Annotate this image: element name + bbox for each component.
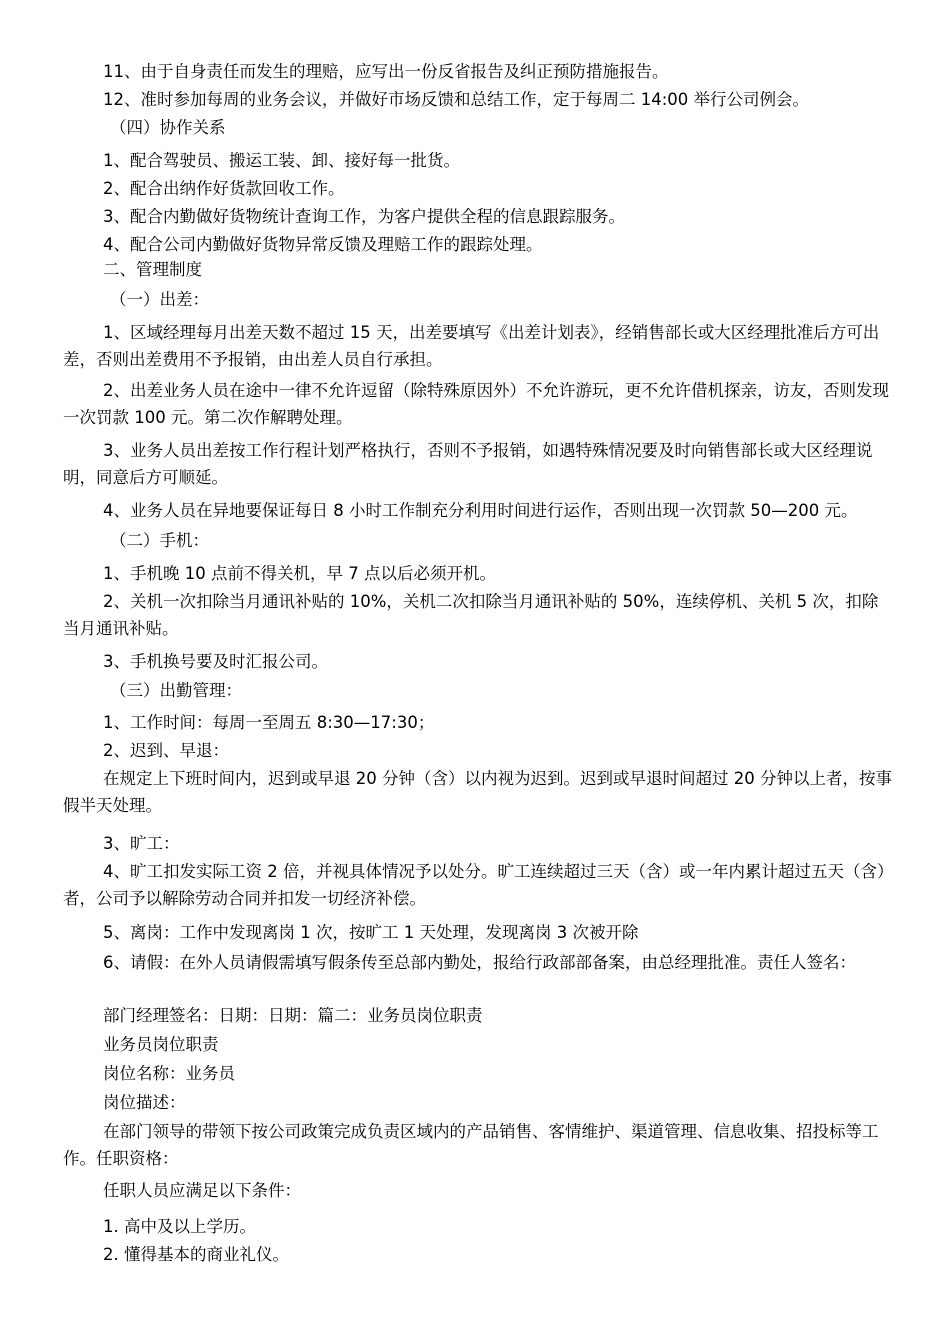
paragraph: 12、准时参加每周的业务会议，并做好市场反馈和总结工作，定于每周二 14:00 举行公司例会。 <box>103 90 810 109</box>
section-heading: 二、管理制度 <box>103 260 202 279</box>
paragraph: 岗位描述： <box>103 1093 186 1112</box>
paragraph: 3、配合内勤做好货物统计查询工作，为客户提供全程的信息跟踪服务。 <box>103 207 625 226</box>
list-item: 1. 高中及以上学历。 <box>103 1217 256 1236</box>
paragraph: 4、旷工扣发实际工资 2 倍，并视具体情况予以处分。旷工连续超过三天（含）或一年内累计超过五天（含）者，公司予以解除劳动合同并扣发一切经济补偿。 <box>63 862 886 908</box>
paragraph: 在部门领导的带领下按公司政策完成负责区域内的产品销售、客情维护、渠道管理、信息收集、招投标等工作。任职资格： <box>63 1122 879 1168</box>
list-item: 2. 懂得基本的商业礼仪。 <box>103 1245 289 1264</box>
paragraph: 4、配合公司内勤做好货物异常反馈及理赔工作的跟踪处理。 <box>103 235 543 254</box>
paragraph: 4、业务人员在异地要保证每日 8 小时工作制充分利用时间进行运作，否则出现一次罚款 50—200 元。 <box>103 501 858 520</box>
paragraph: 任职人员应满足以下条件： <box>103 1181 301 1200</box>
paragraph: 1、区域经理每月出差天数不超过 15 天，出差要填写《出差计划表》，经销售部长或大区经理批准后方可出差，否则出差费用不予报销，由出差人员自行承担。 <box>63 323 880 369</box>
paragraph: 11、由于自身责任而发生的理赔，应写出一份反省报告及纠正预防措施报告。 <box>103 62 669 81</box>
paragraph: 岗位名称：业务员 <box>103 1064 235 1083</box>
section-heading: （一）出差： <box>110 290 209 309</box>
section-heading: （四）协作关系 <box>110 118 226 137</box>
paragraph: 业务员岗位职责 <box>103 1035 219 1054</box>
paragraph: 1、配合驾驶员、搬运工装、卸、接好每一批货。 <box>103 151 460 170</box>
paragraph: 1、工作时间：每周一至周五 8:30—17:30； <box>103 713 435 732</box>
paragraph: 2、出差业务人员在途中一律不允许逗留（除特殊原因外）不允许游玩，更不允许借机探亲，访友，否则发现一次罚款 100 元。第二次作解聘处理。 <box>63 381 889 427</box>
paragraph: 3、旷工： <box>103 834 180 853</box>
paragraph: 2、配合出纳作好货款回收工作。 <box>103 179 345 198</box>
paragraph: 部门经理签名：日期：日期：篇二：业务员岗位职责 <box>103 1006 483 1025</box>
paragraph: 5、离岗：工作中发现离岗 1 次，按旷工 1 天处理，发现离岗 3 次被开除 <box>103 923 639 942</box>
paragraph: 3、手机换号要及时汇报公司。 <box>103 652 328 671</box>
paragraph: 6、请假：在外人员请假需填写假条传至总部内勤处，报给行政部部备案，由总经理批准。责任人签名： <box>103 953 856 972</box>
paragraph: 3、业务人员出差按工作行程计划严格执行，否则不予报销，如遇特殊情况要及时向销售部长或大区经理说明，同意后方可顺延。 <box>63 441 873 487</box>
section-heading: （二）手机： <box>110 531 209 550</box>
paragraph: 2、关机一次扣除当月通讯补贴的 10%，关机二次扣除当月通讯补贴的 50%，连续停机、关机 5 次，扣除当月通讯补贴。 <box>63 592 879 638</box>
paragraph: 2、迟到、早退： <box>103 741 229 760</box>
paragraph: 在规定上下班时间内，迟到或早退 20 分钟（含）以内视为迟到。迟到或早退时间超过 20 分钟以上者，按事假半天处理。 <box>63 769 892 815</box>
paragraph: 1、手机晚 10 点前不得关机，早 7 点以后必须开机。 <box>103 564 496 583</box>
section-heading: （三）出勤管理： <box>110 681 242 700</box>
